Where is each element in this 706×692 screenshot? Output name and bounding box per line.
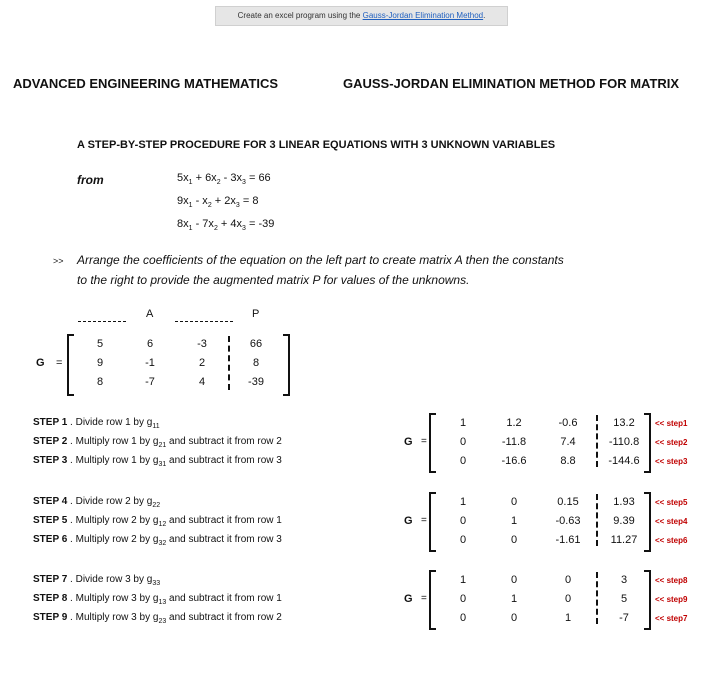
matrix-cell: -1.61 <box>555 534 581 546</box>
matrix-cell: 0 <box>459 515 467 527</box>
matrix-cell: 9 <box>96 357 104 369</box>
g-label: G <box>404 515 413 527</box>
matrix-cell: -11.8 <box>501 436 527 448</box>
matrix-cell: 2 <box>198 357 206 369</box>
matrix-cell: 0 <box>459 455 467 467</box>
title-left: ADVANCED ENGINEERING MATHEMATICS <box>13 76 279 91</box>
step-tag: << step6 <box>655 536 688 545</box>
matrix-cell: 1.93 <box>613 496 635 508</box>
matrix-cell: 13.2 <box>613 417 635 429</box>
banner-link[interactable]: Gauss-Jordan Elimination Method <box>362 11 484 20</box>
matrix-a-label: A <box>146 308 154 320</box>
equals-sign: = <box>421 593 427 604</box>
matrix-p-label: P <box>252 308 260 320</box>
matrix-cell: 5 <box>96 338 104 350</box>
matrix-cell: 7.4 <box>560 436 576 448</box>
matrix-cell: 1 <box>459 417 467 429</box>
step-text: STEP 6 . Multiply row 2 by $g_{32}$ and subtract it from row 3 <box>33 534 282 547</box>
banner-suffix: . <box>483 11 486 20</box>
title-right: GAUSS-JORDAN ELIMINATION METHOD FOR MATRIX <box>343 76 680 91</box>
matrix-cell: -7 <box>145 376 155 388</box>
matrix-cell: 0.15 <box>557 496 579 508</box>
matrix-cell: 3 <box>620 574 628 586</box>
matrix-cell: -110.8 <box>608 436 640 448</box>
matrix-cell: 1 <box>510 515 518 527</box>
matrix-cell: -1 <box>145 357 155 369</box>
matrix-cell: -16.6 <box>501 455 527 467</box>
equation-2: $9x_1 - x_2 + 2x_3 = 8$ <box>177 195 259 210</box>
right-bracket <box>644 413 651 473</box>
matrix-cell: 1 <box>459 496 467 508</box>
matrix-cell: 0 <box>459 436 467 448</box>
matrix-cell: 66 <box>249 338 263 350</box>
left-bracket <box>67 334 74 396</box>
equation-3: $8x_1 - 7x_2 + 4x_3 = -39$ <box>177 218 275 233</box>
matrix-cell: -0.63 <box>555 515 581 527</box>
matrix-cell: 9.39 <box>613 515 635 527</box>
matrix-cell: 5 <box>620 593 628 605</box>
step-text: STEP 2 . Multiply row 1 by $g_{21}$ and subtract it from row 2 <box>33 436 282 449</box>
g-label: G <box>404 436 413 448</box>
matrix-cell: 8 <box>252 357 260 369</box>
augment-divider <box>228 336 230 390</box>
left-bracket <box>429 492 436 552</box>
matrix-cell: 0 <box>510 496 518 508</box>
equals-sign: = <box>421 515 427 526</box>
matrix-cell: -7 <box>619 612 629 624</box>
step-tag: << step9 <box>655 595 688 604</box>
matrix-cell: 0 <box>459 593 467 605</box>
matrix-cell: -39 <box>248 376 264 388</box>
matrix-cell: 0 <box>510 612 518 624</box>
step-tag: << step8 <box>655 576 688 585</box>
matrix-cell: 0 <box>510 574 518 586</box>
matrix-cell: 6 <box>146 338 154 350</box>
step-text: STEP 1 . Divide row 1 by $g_{11}$ <box>33 417 160 430</box>
step-tag: << step5 <box>655 498 688 507</box>
step-text: STEP 7 . Divide row 3 by $g_{33}$ <box>33 574 161 587</box>
banner-prefix: Create an excel program using the <box>237 11 363 20</box>
matrix-cell: 0 <box>564 593 572 605</box>
matrix-cell: 4 <box>198 376 206 388</box>
instruction-line-1: Arrange the coefficients of the equation on the left part to create matrix A then the constants <box>77 253 564 267</box>
step-tag: << step7 <box>655 614 688 623</box>
right-bracket <box>283 334 290 396</box>
instruction-line-2: to the right to provide the augmented matrix P for values of the unknowns. <box>77 273 470 287</box>
left-bracket <box>429 413 436 473</box>
step-tag: << step1 <box>655 419 688 428</box>
top-banner <box>215 6 508 26</box>
right-bracket <box>644 492 651 552</box>
matrix-cell: 11.27 <box>610 534 638 546</box>
step-tag: << step3 <box>655 457 688 466</box>
matrix-cell: 8 <box>96 376 104 388</box>
step-tag: << step2 <box>655 438 688 447</box>
g-label: G <box>404 593 413 605</box>
matrix-cell: 1 <box>459 574 467 586</box>
subtitle: A STEP-BY-STEP PROCEDURE FOR 3 LINEAR EQUATIONS WITH 3 UNKNOWN VARIABLES <box>77 139 556 151</box>
step-text: STEP 3 . Multiply row 1 by $g_{31}$ and subtract it from row 3 <box>33 455 282 468</box>
step-text: STEP 9 . Multiply row 3 by $g_{23}$ and subtract it from row 2 <box>33 612 282 625</box>
g-label: G <box>36 357 45 369</box>
matrix-cell: 1 <box>564 612 572 624</box>
step-text: STEP 5 . Multiply row 2 by $g_{12}$ and subtract it from row 1 <box>33 515 282 528</box>
matrix-cell: 0 <box>564 574 572 586</box>
right-bracket <box>644 570 651 630</box>
from-label: from <box>77 173 104 187</box>
matrix-cell: 1 <box>510 593 518 605</box>
augment-divider <box>596 572 598 624</box>
left-bracket <box>429 570 436 630</box>
matrix-cell: -144.6 <box>608 455 640 467</box>
matrix-cell: -3 <box>197 338 207 350</box>
matrix-cell: 1.2 <box>506 417 522 429</box>
matrix-cell: 8.8 <box>560 455 576 467</box>
matrix-cell: -0.6 <box>558 417 578 429</box>
matrix-a-dash-left <box>78 321 126 322</box>
augment-divider <box>596 415 598 467</box>
equals-sign: = <box>56 357 63 369</box>
augment-divider <box>596 494 598 546</box>
instruction-marker: >> <box>53 256 64 266</box>
matrix-a-dash-right <box>175 321 233 322</box>
step-tag: << step4 <box>655 517 688 526</box>
step-text: STEP 4 . Divide row 2 by $g_{22}$ <box>33 496 161 509</box>
matrix-cell: 0 <box>510 534 518 546</box>
equation-1: $5x_1 + 6x_2 - 3x_3 = 66$ <box>177 172 271 187</box>
matrix-cell: 0 <box>459 534 467 546</box>
equals-sign: = <box>421 436 427 447</box>
matrix-cell: 0 <box>459 612 467 624</box>
step-text: STEP 8 . Multiply row 3 by $g_{13}$ and subtract it from row 1 <box>33 593 282 606</box>
